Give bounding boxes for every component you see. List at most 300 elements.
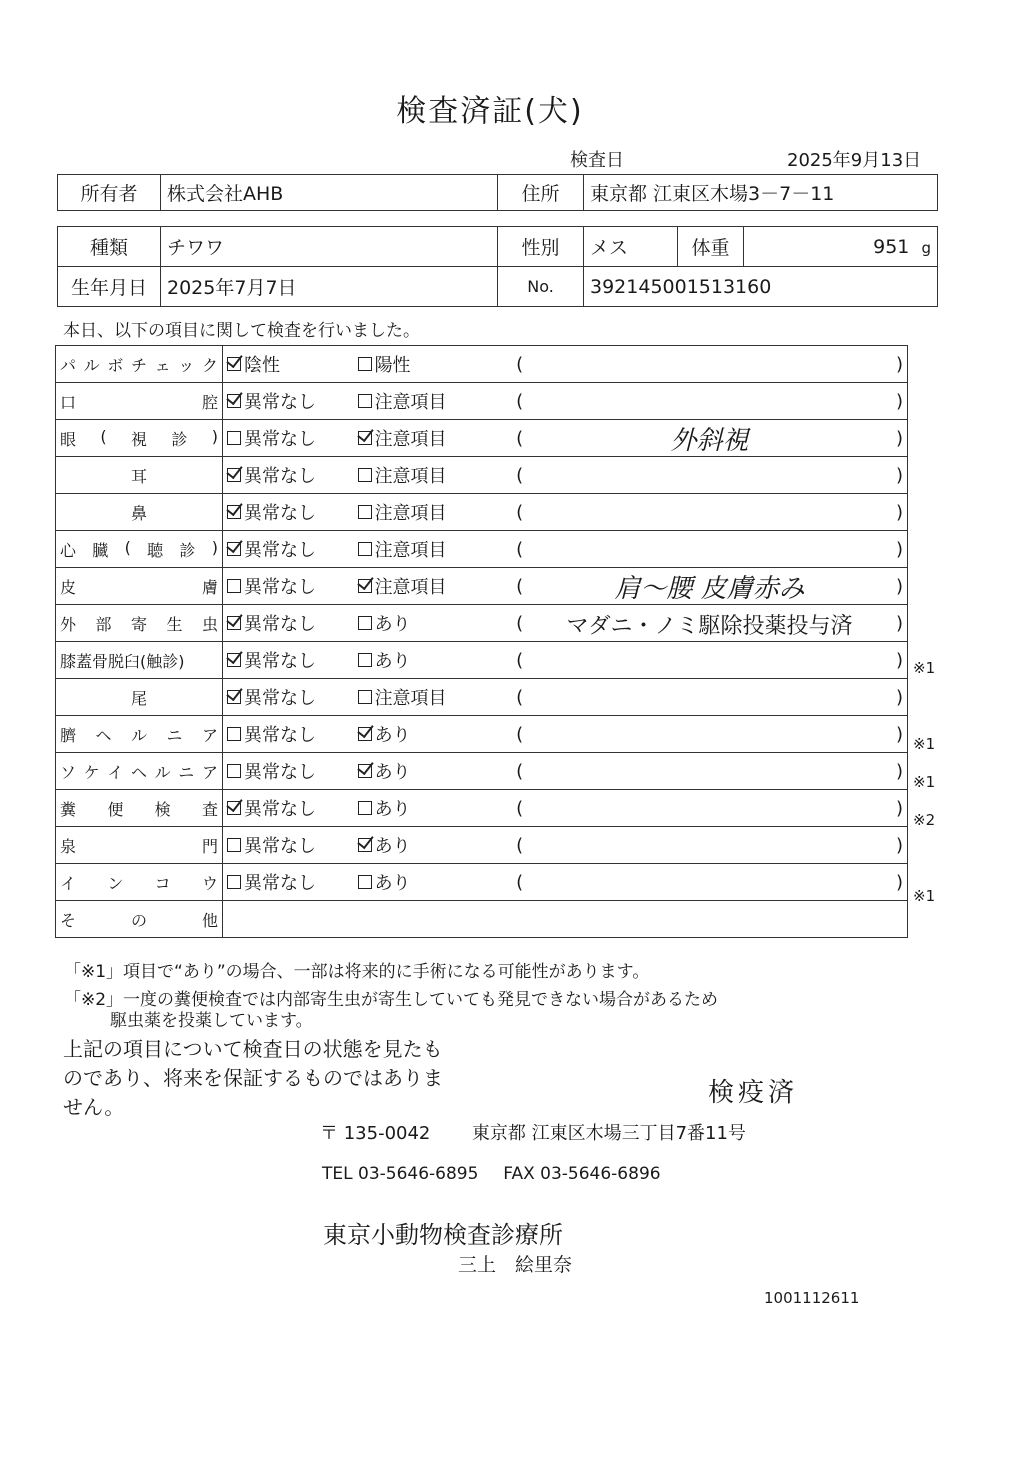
paren-close: ): [895, 686, 903, 708]
address-label: 住所: [498, 175, 584, 211]
item-label-char: ッ: [178, 355, 195, 375]
option-row: [227, 573, 903, 604]
inspection-row: [56, 901, 908, 938]
item-label: [60, 649, 218, 672]
weight-unit: g: [921, 238, 931, 257]
option-1[interactable]: [227, 573, 358, 599]
item-result-cell: [223, 605, 908, 642]
option-label: あり: [374, 799, 411, 820]
item-label-text: 膝蓋骨脱臼(触診): [60, 651, 185, 671]
option-2[interactable]: [358, 795, 489, 821]
item-label-char: コ: [154, 873, 171, 893]
option-label: 注意項目: [374, 466, 447, 487]
item-label-char: 皮: [60, 577, 77, 597]
item-label-char: ニ: [166, 725, 183, 745]
inspection-row: [56, 642, 908, 679]
note-field: [516, 872, 903, 893]
item-label-cell: [56, 716, 223, 753]
tel: TEL 03-5646-6895: [322, 1164, 479, 1184]
sex-value: メス: [584, 227, 678, 267]
item-label-char: 検: [154, 799, 171, 819]
footnote-2-line-2: 駆虫薬を投薬しています。: [110, 1011, 313, 1031]
breed-label: 種類: [58, 227, 161, 267]
note-field: [516, 650, 903, 671]
option-row: [227, 758, 903, 784]
option-2[interactable]: [358, 869, 489, 895]
note-field: [516, 573, 903, 604]
checkbox[interactable]: [358, 653, 372, 667]
sex-label: 性別: [498, 227, 584, 267]
option-row: [227, 388, 903, 414]
paren-open: (: [516, 760, 524, 782]
option-row: [227, 869, 903, 895]
checkbox[interactable]: [227, 616, 241, 630]
item-label-char: (: [124, 537, 131, 557]
item-label: [60, 908, 218, 931]
note-text: 肩～腰 皮膚赤み: [614, 573, 805, 604]
item-result-cell: [223, 716, 908, 753]
item-label-char: 視: [130, 429, 147, 449]
item-label: [60, 538, 218, 561]
paren-close: ): [895, 760, 903, 782]
item-label-char: ン: [107, 873, 124, 893]
checkbox[interactable]: [227, 875, 241, 889]
inspection-row: [56, 494, 908, 531]
inspection-row: [56, 457, 908, 494]
document-number: 1001112611: [764, 1289, 860, 1307]
item-label-text: 尾: [130, 688, 147, 708]
checkbox[interactable]: [227, 431, 241, 445]
option-label: 陰性: [244, 355, 280, 376]
inspection-row: [56, 679, 908, 716]
paren-close: ): [895, 834, 903, 856]
exam-date-label: 検査日: [570, 150, 624, 171]
paren-close: ): [895, 390, 903, 412]
clinic-address: 東京都 江東区木場三丁目7番11号: [471, 1123, 746, 1144]
item-label-char: 診: [179, 540, 196, 560]
option-label: 異常なし: [244, 577, 316, 598]
inspection-row: [56, 716, 908, 753]
option-2[interactable]: [358, 536, 489, 562]
option-label: 異常なし: [244, 725, 316, 746]
checkbox[interactable]: [358, 431, 372, 445]
note-field: [516, 724, 903, 745]
option-label: あり: [374, 762, 411, 783]
option-row: [227, 684, 903, 710]
item-label-char: 眼: [60, 429, 77, 449]
checkbox[interactable]: [358, 542, 372, 556]
pet-info-table: [57, 226, 938, 307]
item-label-char: (: [100, 426, 107, 446]
paren-open: (: [516, 649, 524, 671]
item-label-char: ヘ: [130, 762, 147, 782]
option-row: [227, 351, 903, 377]
item-label-char: ル: [154, 762, 171, 782]
vet-name: 三上 絵里奈: [458, 1254, 573, 1276]
note-field: [516, 761, 903, 782]
option-label: あり: [374, 651, 411, 672]
item-label-cell: [56, 790, 223, 827]
item-label-cell: [56, 679, 223, 716]
inspection-row: [56, 753, 908, 790]
paren-open: (: [516, 353, 524, 375]
item-label-char: ア: [201, 725, 218, 745]
checkbox[interactable]: [227, 764, 241, 778]
inspection-row: [56, 605, 908, 642]
note-field: [516, 502, 903, 523]
paren-close: ): [895, 427, 903, 449]
item-label-char: 腔: [201, 392, 218, 412]
option-label: 異常なし: [244, 429, 316, 450]
footnote-mark: ※1: [913, 887, 936, 905]
note-field: [516, 425, 903, 456]
paren-open: (: [516, 390, 524, 412]
option-1[interactable]: [227, 536, 358, 562]
checkbox[interactable]: [358, 801, 372, 815]
option-label: 異常なし: [244, 688, 316, 709]
option-2[interactable]: [358, 573, 489, 599]
paren-close: ): [895, 501, 903, 523]
paren-open: (: [516, 686, 524, 708]
item-result-cell: [223, 790, 908, 827]
paren-open: (: [516, 575, 524, 597]
note-field: [516, 835, 903, 856]
option-2[interactable]: [358, 462, 489, 488]
item-label: [60, 723, 218, 746]
option-label: 異常なし: [244, 503, 316, 524]
option-1[interactable]: [227, 610, 358, 636]
option-row: [227, 647, 903, 673]
inspection-row: [56, 420, 908, 457]
checkbox[interactable]: [227, 468, 241, 482]
option-2[interactable]: [358, 499, 489, 525]
checkbox[interactable]: [227, 579, 241, 593]
option-2[interactable]: [358, 388, 489, 414]
checkbox[interactable]: [358, 764, 372, 778]
item-label-char: ア: [201, 762, 218, 782]
option-label: 異常なし: [244, 392, 316, 413]
item-label: [60, 353, 218, 376]
footnote-mark: ※1: [913, 773, 936, 791]
paren-close: ): [895, 871, 903, 893]
option-1[interactable]: [227, 425, 358, 451]
option-label: 異常なし: [244, 651, 316, 672]
option-label: 異常なし: [244, 540, 316, 561]
checkbox[interactable]: [358, 616, 372, 630]
paren-open: (: [516, 501, 524, 523]
item-label-char: 糞: [60, 799, 77, 819]
option-1[interactable]: [227, 832, 358, 858]
item-label-char: ): [211, 426, 218, 446]
item-label-char: ェ: [154, 355, 171, 375]
paren-open: (: [516, 871, 524, 893]
note-field: [516, 539, 903, 560]
item-result-cell: [223, 494, 908, 531]
option-label: 陽性: [374, 355, 411, 376]
item-label-char: 査: [201, 799, 218, 819]
item-label-char: 口: [60, 392, 77, 412]
item-label-char: の: [130, 910, 147, 930]
birth-value: 2025年7月7日: [161, 267, 498, 307]
item-label-cell: [56, 901, 223, 938]
paren-close: ): [895, 353, 903, 375]
exam-date-value: 2025年9月13日: [787, 150, 922, 171]
item-label-cell: [56, 346, 223, 383]
option-1[interactable]: [227, 721, 358, 747]
clinic-name: 東京小動物検査診療所: [323, 1221, 563, 1249]
checkbox[interactable]: [227, 653, 241, 667]
inspection-row: [56, 346, 908, 383]
item-result-cell: [223, 753, 908, 790]
owner-table: [57, 174, 938, 211]
option-label: 注意項目: [374, 392, 447, 413]
option-label: 異常なし: [244, 873, 316, 894]
item-label-char: 膚: [201, 577, 218, 597]
option-label: 異常なし: [244, 614, 316, 635]
checkbox[interactable]: [358, 690, 372, 704]
item-result-cell: [223, 864, 908, 901]
item-label-char: そ: [60, 910, 77, 930]
item-label-char: 寄: [130, 614, 147, 634]
item-label-cell: [56, 494, 223, 531]
paren-open: (: [516, 464, 524, 486]
option-label: 異常なし: [244, 799, 316, 820]
postal-code: 〒 135-0042: [320, 1123, 431, 1144]
option-row: [227, 610, 903, 639]
option-row: [227, 462, 903, 488]
checkbox[interactable]: [358, 505, 372, 519]
option-2[interactable]: [358, 647, 489, 673]
option-row: [227, 499, 903, 525]
item-result-cell: [223, 420, 908, 457]
item-label-char: 心: [60, 540, 77, 560]
paren-close: ): [895, 649, 903, 671]
item-label: [60, 612, 218, 635]
option-label: 異常なし: [244, 762, 316, 783]
option-label: 注意項目: [374, 503, 447, 524]
checkbox[interactable]: [227, 690, 241, 704]
inspection-row: [56, 864, 908, 901]
option-2[interactable]: [358, 684, 489, 710]
item-label-char: 生: [166, 614, 183, 634]
item-label-char: ヘ: [95, 725, 112, 745]
paren-close: ): [895, 464, 903, 486]
item-label: [60, 501, 218, 524]
item-label-char: 他: [201, 910, 218, 930]
item-label-char: ): [211, 537, 218, 557]
item-result-cell: [223, 383, 908, 420]
paren-close: ): [895, 723, 903, 745]
note-field: [516, 612, 903, 639]
option-1[interactable]: [227, 388, 358, 414]
item-label-char: 聴: [147, 540, 164, 560]
address-value: 東京都 江東区木場3－7－11: [584, 175, 938, 211]
paren-open: (: [516, 834, 524, 856]
item-label-char: 診: [171, 429, 188, 449]
option-1[interactable]: [227, 684, 358, 710]
note-field: [516, 465, 903, 486]
inspection-row: [56, 531, 908, 568]
item-label-text: 耳: [130, 466, 147, 486]
item-label: [60, 464, 218, 487]
checkbox[interactable]: [227, 542, 241, 556]
option-2[interactable]: [358, 758, 489, 784]
option-label: あり: [374, 836, 411, 857]
option-row: [227, 425, 903, 456]
checkbox[interactable]: [227, 394, 241, 408]
item-label-char: チ: [130, 355, 147, 375]
item-label-cell: [56, 420, 223, 457]
option-2[interactable]: [358, 351, 489, 377]
item-label-char: イ: [60, 873, 77, 893]
option-row: [227, 832, 903, 858]
checkbox[interactable]: [227, 357, 241, 371]
checkbox[interactable]: [358, 875, 372, 889]
breed-value: チワワ: [161, 227, 498, 267]
item-label: [60, 760, 218, 783]
contact-line: [322, 1164, 661, 1184]
checkbox[interactable]: [358, 357, 372, 371]
option-label: 異常なし: [244, 836, 316, 857]
inspection-row: [56, 827, 908, 864]
item-label-text: 鼻: [130, 503, 147, 523]
item-result-cell: [223, 457, 908, 494]
item-label: [60, 834, 218, 857]
inspection-row: [56, 568, 908, 605]
item-result-cell: [223, 642, 908, 679]
option-1[interactable]: [227, 462, 358, 488]
footnote-1: 「※1」項目で“あり”の場合、一部は将来的に手術になる可能性があります。: [64, 962, 650, 982]
item-label-cell: [56, 642, 223, 679]
option-label: 異常なし: [244, 466, 316, 487]
checkbox[interactable]: [358, 838, 372, 852]
checkbox[interactable]: [227, 838, 241, 852]
option-label: 注意項目: [374, 577, 447, 598]
option-2[interactable]: [358, 832, 489, 858]
item-label-cell: [56, 753, 223, 790]
item-label: [60, 797, 218, 820]
item-label-char: パ: [60, 355, 77, 375]
inspection-row: [56, 790, 908, 827]
option-1[interactable]: [227, 758, 358, 784]
option-1[interactable]: [227, 351, 358, 377]
quarantine-stamp: 検疫済: [708, 1078, 799, 1108]
disclaimer: 上記の項目について検査日の状態を見たものであり、将来を保証するものではありません。: [63, 1037, 443, 1119]
item-label-char: 部: [95, 614, 112, 634]
weight-cell: [744, 227, 938, 267]
item-label: [60, 686, 218, 709]
paren-open: (: [516, 427, 524, 449]
owner-value: 株式会社AHB: [161, 175, 498, 211]
note-text: 外斜視: [670, 425, 749, 456]
option-label: あり: [374, 725, 411, 746]
option-2[interactable]: [358, 425, 489, 451]
checkbox[interactable]: [358, 468, 372, 482]
item-label-char: 虫: [201, 614, 218, 634]
option-label: 注意項目: [374, 540, 447, 561]
paren-close: ): [895, 797, 903, 819]
note-field: [516, 798, 903, 819]
footnote-2-line-1: 「※2」一度の糞便検査では内部寄生虫が寄生していても発見できない場合があるため: [64, 990, 719, 1010]
item-label: [60, 575, 218, 598]
item-label-cell: [56, 568, 223, 605]
footnote-mark: ※1: [913, 735, 936, 753]
item-label-cell: [56, 827, 223, 864]
weight-value: 951: [873, 235, 910, 258]
item-label-cell: [56, 864, 223, 901]
option-label: あり: [374, 614, 411, 635]
paren-open: (: [516, 797, 524, 819]
clinic-address-line: [320, 1119, 746, 1145]
item-label: [60, 390, 218, 413]
item-label-char: ボ: [107, 355, 124, 375]
item-label: [60, 427, 218, 450]
paren-open: (: [516, 538, 524, 560]
item-label-cell: [56, 605, 223, 642]
paren-open: (: [516, 612, 524, 634]
option-label: 注意項目: [374, 429, 447, 450]
paren-close: ): [895, 612, 903, 634]
checkbox[interactable]: [358, 579, 372, 593]
checkbox[interactable]: [227, 801, 241, 815]
item-label-char: ウ: [201, 873, 218, 893]
option-row: [227, 795, 903, 821]
checkbox[interactable]: [358, 727, 372, 741]
paren-close: ): [895, 575, 903, 597]
inspection-table: [55, 345, 908, 938]
fax: FAX 03-5646-6896: [503, 1164, 661, 1184]
item-label-char: ル: [83, 355, 100, 375]
option-label: あり: [374, 873, 411, 894]
option-label: 注意項目: [374, 688, 447, 709]
option-1[interactable]: [227, 499, 358, 525]
footnote-mark: ※1: [913, 659, 936, 677]
option-2[interactable]: [358, 721, 489, 747]
weight-label: 体重: [678, 227, 744, 267]
item-label-char: イ: [107, 762, 124, 782]
item-result-cell: [223, 346, 908, 383]
note-field: [516, 391, 903, 412]
item-label-char: ル: [130, 725, 147, 745]
item-label-cell: [56, 383, 223, 420]
checkbox[interactable]: [227, 727, 241, 741]
document-title: 検査済証(犬): [396, 94, 584, 129]
option-1[interactable]: [227, 647, 358, 673]
option-row: [227, 721, 903, 747]
item-label-char: 便: [107, 799, 124, 819]
item-label-char: ニ: [178, 762, 195, 782]
no-value: 392145001513160: [584, 267, 938, 307]
option-1[interactable]: [227, 869, 358, 895]
item-label-char: 臓: [92, 540, 109, 560]
item-result-cell: [223, 531, 908, 568]
item-label-char: ク: [201, 355, 218, 375]
footnote-mark: ※2: [913, 811, 936, 829]
option-row: [227, 536, 903, 562]
owner-label: 所有者: [58, 175, 161, 211]
item-result-cell: [223, 827, 908, 864]
option-1[interactable]: [227, 795, 358, 821]
checkbox[interactable]: [358, 394, 372, 408]
intro-text: 本日、以下の項目に関して検査を行いました。: [63, 321, 420, 341]
note-text: マダニ・ノミ駆除投薬投与済: [566, 613, 853, 639]
option-2[interactable]: [358, 610, 489, 636]
item-label-cell: [56, 531, 223, 568]
item-result-cell: [223, 679, 908, 716]
checkbox[interactable]: [227, 505, 241, 519]
note-field: [516, 354, 903, 375]
note-field: [516, 687, 903, 708]
